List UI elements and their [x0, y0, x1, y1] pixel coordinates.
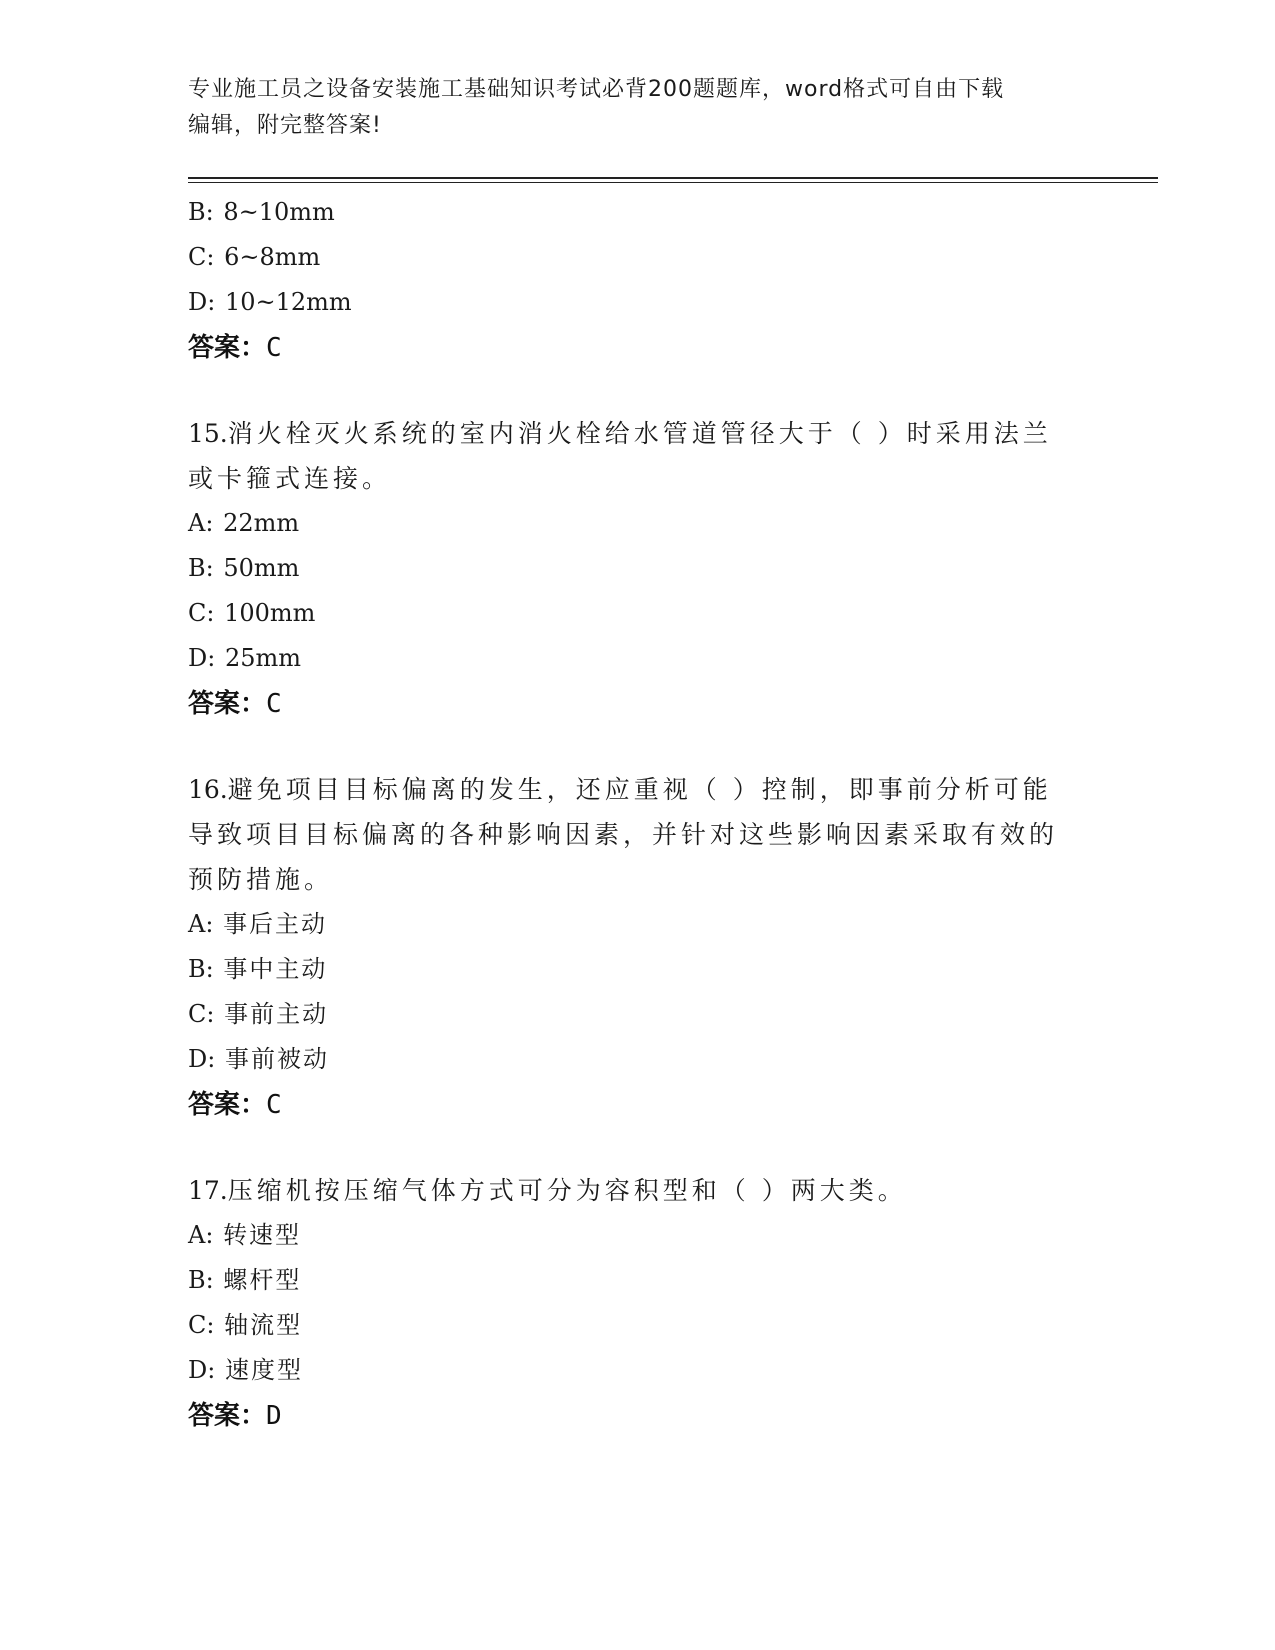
option-b: B: 50mm	[188, 554, 300, 582]
option-text: 25mm	[224, 644, 302, 672]
option-text: 事后主动	[223, 910, 328, 938]
option-text: 转速型	[223, 1221, 302, 1249]
answer-label: 答案：	[188, 333, 267, 363]
answer-value: D	[266, 1401, 282, 1431]
answer-label: 答案：	[188, 1401, 267, 1431]
option-text: 8~10mm	[223, 198, 335, 226]
option-c: C: 事前主动	[188, 1000, 329, 1028]
option-text: 22mm	[223, 509, 300, 537]
option-a: A: 转速型	[188, 1221, 302, 1249]
option-text: 事前被动	[224, 1045, 329, 1073]
question-stem: 17.压缩机按压缩气体方式可分为容积型和（ ）两大类。	[188, 1176, 907, 1205]
answer-line	[188, 325, 1068, 371]
question-17	[188, 1168, 1068, 1439]
option-d: D: 事前被动	[188, 1045, 329, 1073]
question-16	[188, 767, 1068, 1128]
option-d: D: 25mm	[188, 644, 302, 672]
answer-line	[188, 681, 1068, 727]
option-text: 50mm	[223, 554, 300, 582]
question-stem: 15.消火栓灭火系统的室内消火栓给水管道管径大于（ ）时采用法兰 或卡箍式连接。	[188, 419, 1052, 493]
answer-line	[188, 1082, 1068, 1128]
option-text: 轴流型	[224, 1311, 303, 1339]
question-15	[188, 411, 1068, 727]
answer-value: C	[266, 689, 282, 719]
header-divider-thin	[188, 182, 1158, 183]
option-b: B: 8~10mm	[188, 198, 335, 226]
question-list	[188, 190, 1068, 1439]
question-stem: 16.避免项目目标偏离的发生，还应重视（ ）控制，即事前分析可能 导致项目目标偏离的各种影响因素，并针对这些影响因素采取有效的 预防措施。	[188, 775, 1059, 894]
question-number: 16.	[188, 775, 228, 804]
option-text: 螺杆型	[223, 1266, 302, 1294]
option-a: A: 事后主动	[188, 910, 328, 938]
question-partial	[188, 190, 1068, 371]
option-text: 100mm	[224, 599, 316, 627]
option-d: D: 10~12mm	[188, 288, 352, 316]
question-number: 15.	[188, 419, 228, 448]
option-c: C: 轴流型	[188, 1311, 303, 1339]
option-text: 6~8mm	[224, 243, 321, 271]
option-c: C: 100mm	[188, 599, 316, 627]
option-b: B: 螺杆型	[188, 1266, 302, 1294]
answer-label: 答案：	[188, 689, 267, 719]
question-number: 17.	[188, 1176, 228, 1205]
option-c: C: 6~8mm	[188, 243, 321, 271]
answer-label: 答案：	[188, 1090, 267, 1120]
option-d: D: 速度型	[188, 1356, 303, 1384]
page-header	[188, 72, 1068, 144]
answer-value: C	[266, 333, 282, 363]
option-text: 事中主动	[223, 955, 328, 983]
option-a: A: 22mm	[188, 509, 300, 537]
option-text: 10~12mm	[224, 288, 352, 316]
option-text: 速度型	[224, 1356, 303, 1384]
option-b: B: 事中主动	[188, 955, 328, 983]
answer-value: C	[266, 1090, 282, 1120]
header-divider-thick	[188, 177, 1158, 179]
header-line-1: 专业施工员之设备安装施工基础知识考试必背200题题库，word格式可自由下载	[188, 77, 1005, 102]
option-text: 事前主动	[224, 1000, 329, 1028]
header-line-2: 编辑，附完整答案!	[188, 113, 382, 138]
answer-line	[188, 1393, 1068, 1439]
